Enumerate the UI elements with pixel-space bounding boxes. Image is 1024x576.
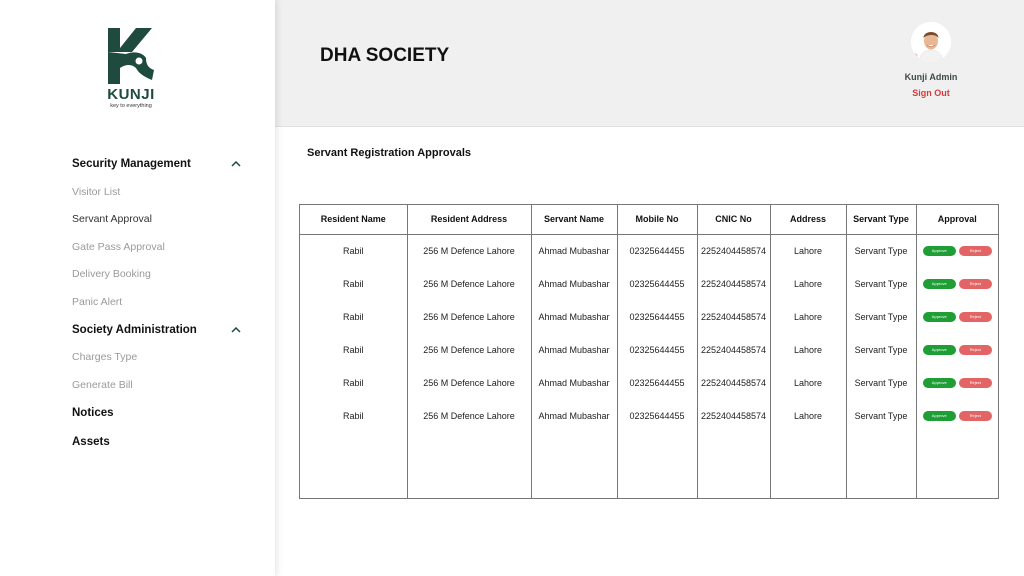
table-cell: 02325644455 [617,300,697,333]
table-cell: 2252404458574 [697,366,770,399]
table-cell: 256 M Defence Lahore [407,333,531,366]
table-cell [407,432,531,498]
approve-button[interactable]: Approve [923,312,956,322]
table-cell: Rabil [342,311,364,322]
brand-tagline: key to everything [110,103,152,109]
approval-cell [916,300,998,333]
chevron-up-icon[interactable] [230,158,242,170]
sidebar-item-charges-type[interactable]: Charges Type [72,351,138,364]
sidebar-item-notices[interactable]: Notices [72,407,114,419]
table-cell: Ahmad Mubashar [531,399,617,432]
page-title: DHA SOCIETY [320,45,450,66]
servant-approvals-table [299,204,999,499]
table-cell: 256 M Defence Lahore [407,366,531,399]
table-row [300,333,998,366]
sign-out-link[interactable]: Sign Out [912,88,950,98]
table-cell [617,432,697,498]
table-cell: 2252404458574 [697,234,770,267]
sidebar-item-gate-pass-approval[interactable]: Gate Pass Approval [72,240,165,253]
table-cell: 2252404458574 [697,399,770,432]
sidebar-item-generate-bill[interactable]: Generate Bill [72,378,133,391]
approval-cell [916,333,998,366]
table-cell: Ahmad Mubashar [531,366,617,399]
reject-button[interactable]: Reject [959,246,992,256]
reject-button[interactable]: Reject [959,411,992,421]
approve-button[interactable]: Approve [923,345,956,355]
table-cell [916,432,998,498]
table-cell [846,432,916,498]
approve-button[interactable]: Approve [923,279,956,289]
approval-cell [916,366,998,399]
table-cell: Rabil [342,344,364,355]
table-row [300,399,998,432]
column-header: Mobile No [617,205,697,234]
table-cell: Lahore [770,366,846,399]
table-row [300,366,998,399]
table-cell: 256 M Defence Lahore [407,399,531,432]
table-cell: Servant Type [846,366,916,399]
column-header: CNIC No [697,205,770,234]
brand-logo[interactable] [104,28,158,109]
reject-button[interactable]: Reject [959,312,992,322]
column-header: Servant Type [846,205,916,234]
table-cell [770,432,846,498]
table-empty-space [300,432,998,498]
table-row [300,267,998,300]
column-header: Servant Name [531,205,617,234]
column-header: Resident Address [407,205,531,234]
sidebar-item-panic-alert[interactable]: Panic Alert [72,295,123,308]
user-name: Kunji Admin [904,72,958,82]
table-cell: 2252404458574 [697,267,770,300]
table-cell: Ahmad Mubashar [531,267,617,300]
approve-button[interactable]: Approve [923,246,956,256]
nav-section-security-management[interactable] [72,150,242,178]
approve-button[interactable]: Approve [923,378,956,388]
section-title: Servant Registration Approvals [307,147,472,159]
table-cell: 256 M Defence Lahore [407,300,531,333]
top-header [275,0,1024,127]
sidebar-item-servant-approval[interactable]: Servant Approval [72,213,152,226]
table-cell: 02325644455 [617,267,697,300]
column-header: Approval [916,205,998,234]
table-cell: 02325644455 [617,234,697,267]
table-row [300,234,998,267]
nav-section-label: Society Administration [72,323,197,336]
sidebar [0,0,275,576]
table-cell [697,432,770,498]
table-cell: Servant Type [846,267,916,300]
sidebar-item-visitor-list[interactable]: Visitor List [72,185,121,198]
table-cell: Lahore [770,234,846,267]
table-cell: Ahmad Mubashar [531,333,617,366]
approval-cell [916,267,998,300]
sidebar-item-assets[interactable]: Assets [72,436,110,448]
table-cell: Lahore [770,333,846,366]
table-cell: 02325644455 [617,333,697,366]
table-cell [300,432,407,498]
table-cell: Lahore [770,300,846,333]
approval-cell [916,234,998,267]
table-cell: Servant Type [846,300,916,333]
table-cell: Servant Type [846,399,916,432]
table-cell [531,432,617,498]
table-cell: 2252404458574 [697,333,770,366]
table-cell: Ahmad Mubashar [531,300,617,333]
approve-button[interactable]: Approve [923,411,956,421]
table-row [300,300,998,333]
table-cell: Rabil [342,245,364,256]
brand-name: KUNJI [107,86,155,103]
table-cell: 256 M Defence Lahore [407,267,531,300]
reject-button[interactable]: Reject [959,345,992,355]
table-cell: Lahore [770,267,846,300]
table-cell: 256 M Defence Lahore [407,234,531,267]
nav-section-society-administration[interactable] [72,316,242,344]
table-cell: 02325644455 [617,399,697,432]
table-cell: Servant Type [846,333,916,366]
sidebar-item-delivery-booking[interactable]: Delivery Booking [72,268,151,281]
column-header: Resident Name [300,205,407,234]
user-avatar-icon [911,22,951,62]
table-cell: Rabil [342,377,364,388]
table-cell: 2252404458574 [697,300,770,333]
table-cell: Lahore [770,399,846,432]
table-cell: Rabil [342,278,364,289]
reject-button[interactable]: Reject [959,279,992,289]
sidebar-nav [72,150,242,457]
approval-cell [916,399,998,432]
table-cell: Ahmad Mubashar [531,234,617,267]
table-cell: 02325644455 [617,366,697,399]
table-header-row [300,205,998,234]
kunji-logo-icon [106,28,156,84]
table-cell: Servant Type [846,234,916,267]
chevron-up-icon[interactable] [230,324,242,336]
column-header: Address [770,205,846,234]
table-cell: Rabil [342,410,364,421]
nav-section-label: Security Management [72,158,191,170]
avatar[interactable] [911,22,951,62]
reject-button[interactable]: Reject [959,378,992,388]
